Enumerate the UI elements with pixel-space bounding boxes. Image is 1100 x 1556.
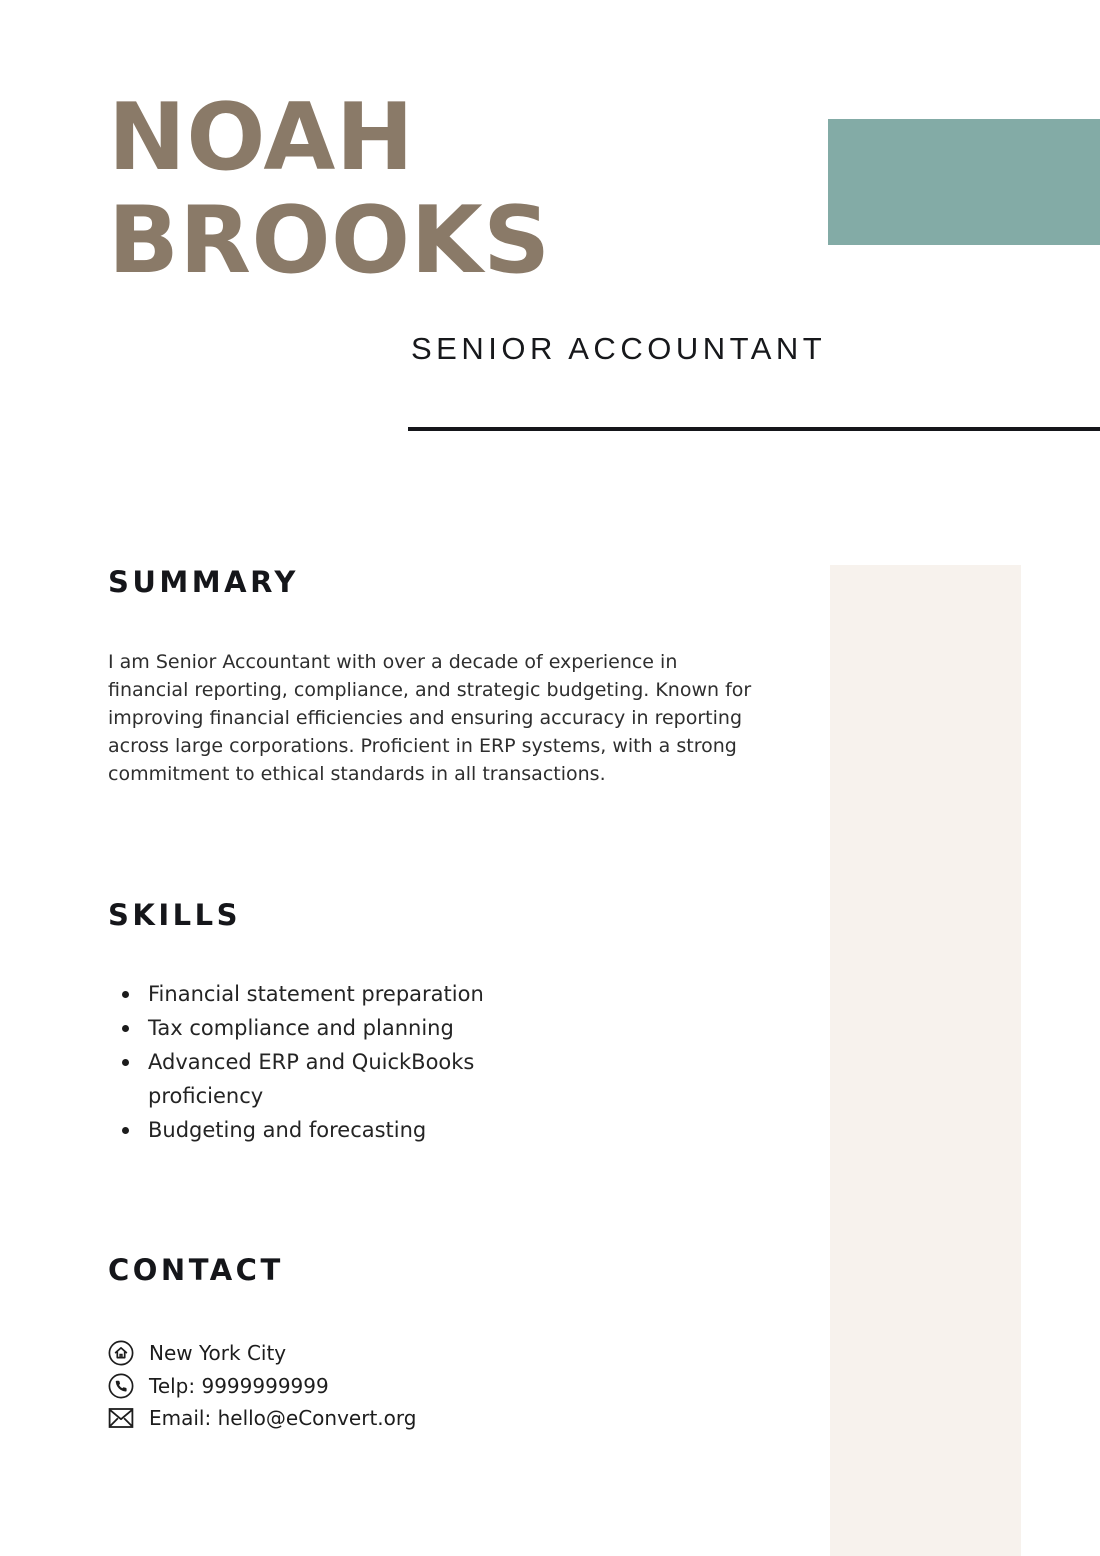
teal-accent-block	[828, 119, 1100, 245]
phone-icon	[108, 1373, 134, 1399]
last-name: BROOKS	[108, 186, 551, 294]
summary-heading: SUMMARY	[108, 565, 299, 599]
summary-paragraph: I am Senior Accountant with over a decade of experience in financial reporting, compliance, and strategic budgeting. Known for improving financial efficiencies and ensuring accuracy in reporting across large corporations. Proficient in ERP systems, with a strong commitment to ethical standards in all transactions.	[108, 651, 752, 785]
home-icon	[108, 1340, 134, 1366]
skill-item: Tax compliance and planning	[108, 1011, 493, 1045]
divider-line	[408, 427, 1100, 431]
contact-row-email	[108, 1406, 608, 1430]
contact-email-text: Email: hello@eConvert.org	[149, 1406, 417, 1430]
contact-row-location	[108, 1340, 608, 1366]
cream-sidebar-strip	[830, 565, 1021, 1556]
contact-rows	[108, 1340, 608, 1430]
skills-list	[108, 977, 493, 1147]
skills-section	[108, 898, 608, 1147]
skills-heading: SKILLS	[108, 898, 241, 932]
contact-location-text: New York City	[149, 1341, 287, 1365]
skill-item: Budgeting and forecasting	[108, 1113, 493, 1147]
contact-phone-text: Telp: 9999999999	[149, 1374, 329, 1398]
email-icon	[108, 1407, 134, 1429]
first-name: NOAH	[108, 83, 415, 191]
skill-item: Advanced ERP and QuickBooks proficiency	[108, 1045, 493, 1113]
contact-heading: CONTACT	[108, 1253, 284, 1287]
name-heading	[108, 83, 551, 294]
contact-section	[108, 1253, 608, 1430]
contact-row-phone	[108, 1373, 608, 1399]
skill-item: Financial statement preparation	[108, 977, 493, 1011]
job-title: SENIOR ACCOUNTANT	[411, 331, 827, 366]
summary-section	[108, 565, 768, 788]
